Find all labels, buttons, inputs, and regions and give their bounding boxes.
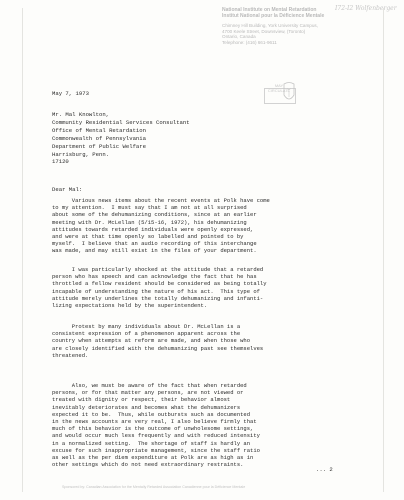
body-paragraph: I was particularly shocked at the attitude that a retarded person who has speech and can acknowledge the fact that he has throttled a fellow resident should be considered as being totally incapable of understanding the nature of his act. This type of attitude merely underlines the totally dehumanizing and infanti- lizing expectations held by the superintendent. [52,266,267,310]
page-continuation: ... 2 [316,466,333,473]
letterhead-phone: Telephone: (416) 661-9611 [222,39,277,45]
recipient-address [52,111,190,166]
letterhead-org-fr: Institut National pour la Déficience Mentale [222,12,325,19]
sponsor-footer: Sponsored by: Canadian Association for the Mentally Retarded Association Canadienne pour la Déficience Mentale [62,485,246,489]
letterhead-org-en: National Institute on Mental Retardation [222,7,317,13]
body-paragraph: Protest by many individuals about Dr. McLellan is a consistent expression of a phenomenon apparent across the country when attempts at reform are made, and when those who are closely identified with the dehumanizing past see themselves threatened. [52,323,264,359]
address-line: Harrisburg, Penn. [52,150,110,158]
stamp-line: MAY [274,83,284,88]
letterhead [222,8,392,46]
address-line: Department of Public Welfare [52,142,146,150]
handwritten-note: I72-I2 Wolfenberger [335,5,397,12]
letterhead-address-line: 4700 Keele Street, Downsview, (Toronto) [222,28,306,34]
address-line: Community Residential Services Consultant [52,118,190,126]
page-edge-left [22,8,23,492]
stamp-line: CIRCULATE [267,88,291,93]
body-paragraph: Also, we must be aware of the fact that when retarded persons, or for that matter any persons, are not viewed or treated with dignity or respect, their behavior almost inevitably deteriorates and becomes what the dehumanizers expected it to be. Thus, while outbursts such as documented in the news accounts are very real, I also believe firmly that much of this behavior is the outcome of unwholesome settings, and would occur much less frequently and with reduced intensity in a normalized setting. The shortage of staff is hardly an excuse for such inappropriate management, since the staff ratio as well as the per diem expenditure at Polk are as high as in other settings which do not need extraordinary restraints. [52,382,260,469]
body-paragraph: Various news items about the recent events at Polk have come to my attention. I must say that I am not at all surprised about some of the dehumanizing conditions, since at an earlier meeting with Dr. McLellan (5/15-16, 1972), his dehumanizing attitudes towards retarded individuals were openly expressed, and were at that time openly so labelled and pointed to by myself. I believe that an audio recording of this interchange was made, and may still exist in the files of your department. [52,197,270,255]
address-line: Commonwealth of Pennsylvania [52,134,146,142]
address-line: Mr. Mal Knowlton, [52,111,110,118]
address-line: Office of Mental Retardation [52,126,146,134]
seal-icon [282,82,296,104]
letterhead-address-line: Chimney Hill Building, York University Campus, [222,23,318,29]
salutation: Dear Mal: [52,186,83,193]
page-edge-right [383,8,384,492]
received-stamp [252,83,306,105]
letterhead-address-line: Ontario, Canada [222,34,256,40]
address-line: 17120 [52,158,69,166]
letter-date: May 7, 1973 [52,90,89,97]
